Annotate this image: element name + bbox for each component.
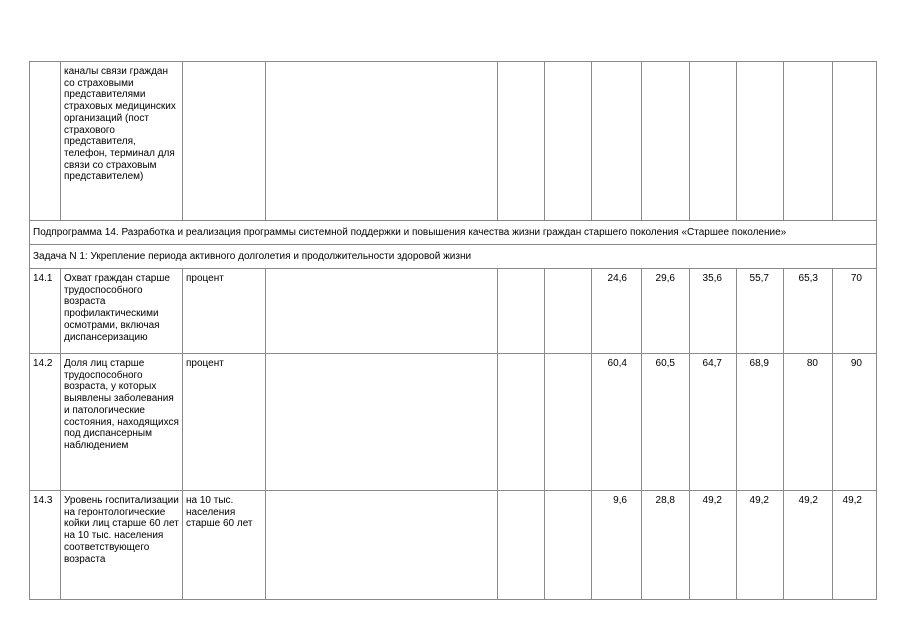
cell-empty [545,269,592,354]
cell-value: 65,3 [784,269,833,354]
cell-unit [183,62,266,221]
cell-value: 35,6 [690,269,737,354]
cell-unit: на 10 тыс. населения старше 60 лет [183,491,266,600]
cell-value [737,62,784,221]
cell-empty [498,269,545,354]
cell-empty [266,491,498,600]
cell-value: 29,6 [642,269,690,354]
cell-value: 60,5 [642,354,690,491]
cell-value: 49,2 [833,491,877,600]
cell-no: 14.3 [30,491,61,600]
cell-value: 68,9 [737,354,784,491]
cell-empty [545,62,592,221]
cell-empty [266,62,498,221]
cell-empty [266,269,498,354]
cell-value: 64,7 [690,354,737,491]
cell-indicator-name: Доля лиц старше трудоспособного возраста, у которых выявлены заболевания и патологические состояния, находящихся под диспансерным наблюдением [61,354,183,491]
table-row [30,354,877,491]
cell-empty [266,354,498,491]
table-row-continued [30,62,877,221]
cell-value [592,62,642,221]
task-row [30,245,877,269]
cell-value: 90 [833,354,877,491]
table-row [30,491,877,600]
indicators-table [29,61,877,600]
cell-indicator-name: Охват граждан старше трудоспособного возраста профилактическими осмотрами, включая диспансеризацию [61,269,183,354]
cell-no [30,62,61,221]
cell-no: 14.1 [30,269,61,354]
cell-empty [545,491,592,600]
cell-empty [498,491,545,600]
cell-value: 49,2 [784,491,833,600]
cell-no: 14.2 [30,354,61,491]
cell-unit: процент [183,269,266,354]
cell-empty [545,354,592,491]
table-row [30,269,877,354]
cell-indicator-name: каналы связи граждан со страховыми представителями страховых медицинских организаций (пост страхового представителя, телефон, терминал для связи со страховым представителем) [61,62,183,221]
cell-value: 70 [833,269,877,354]
cell-value: 24,6 [592,269,642,354]
cell-value [642,62,690,221]
subprogram-title: Подпрограмма 14. Разработка и реализация программы системной поддержки и повышения качества жизни граждан старшего поколения «Старшее поколение» [30,221,877,245]
cell-value: 60,4 [592,354,642,491]
cell-value: 28,8 [642,491,690,600]
cell-value: 9,6 [592,491,642,600]
cell-empty [498,354,545,491]
cell-empty [498,62,545,221]
task-title: Задача N 1: Укрепление периода активного долголетия и продолжительности здоровой жизни [30,245,877,269]
cell-value: 80 [784,354,833,491]
cell-indicator-name: Уровень госпитализации на геронтологические койки лиц старше 60 лет на 10 тыс. населения соответствующего возраста [61,491,183,600]
cell-value [690,62,737,221]
cell-value: 49,2 [690,491,737,600]
subprogram-row [30,221,877,245]
cell-value: 55,7 [737,269,784,354]
cell-unit: процент [183,354,266,491]
cell-value [784,62,833,221]
cell-value [833,62,877,221]
cell-value: 49,2 [737,491,784,600]
